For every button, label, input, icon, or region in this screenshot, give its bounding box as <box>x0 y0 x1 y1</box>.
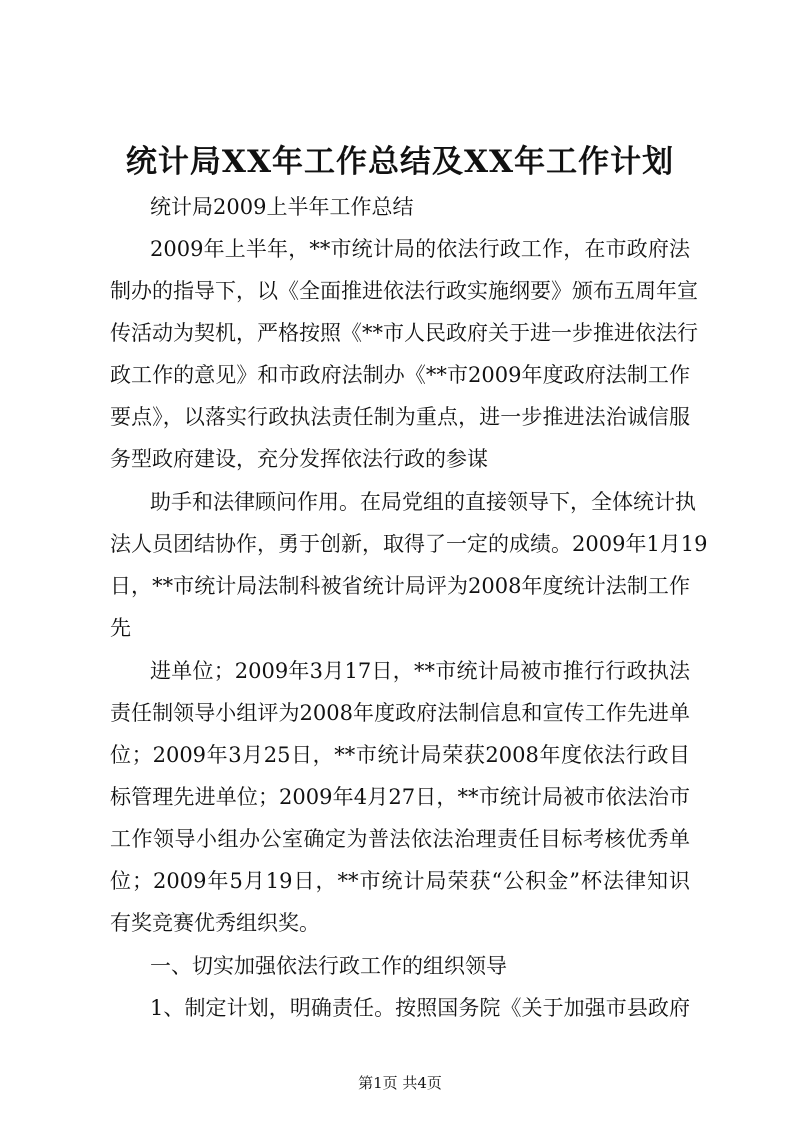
body-line: 位；2009年5月19日，**市统计局荣获“公积金”杯法律知识 <box>110 869 690 893</box>
body-line: 工作领导小组办公室确定为普法依法治理责任目标考核优秀单 <box>110 827 690 851</box>
body-line: 政工作的意见》和市政府法制办《**市2009年度政府法制工作 <box>110 363 690 387</box>
body-line: 位；2009年3月25日，**市统计局荣获2008年度依法行政目 <box>110 743 690 767</box>
body-line: 制办的指导下，以《全面推进依法行政实施纲要》颁布五周年宣 <box>110 279 698 303</box>
body-line: 标管理先进单位；2009年4月27日，**市统计局被市依法治市 <box>110 785 690 809</box>
body-line: 传活动为契机，严格按照《**市人民政府关于进一步推进依法行 <box>110 321 698 345</box>
section-heading: 一、切实加强依法行政工作的组织领导 <box>150 954 507 978</box>
body-line: 法人员团结协作，勇于创新，取得了一定的成绩。2009年1月19 <box>110 532 708 556</box>
body-line: 要点》，以落实行政执法责任制为重点，进一步推进法治诚信服 <box>110 405 690 429</box>
body-line: 有奖竞赛优秀组织奖。 <box>110 911 320 935</box>
body-line: 责任制领导小组评为2008年度政府法制信息和宣传工作先进单 <box>110 701 690 725</box>
subtitle-line: 统计局2009上半年工作总结 <box>150 195 414 219</box>
page-footer: 第1页 共4页 <box>358 1074 442 1092</box>
body-line: 2009年上半年，**市统计局的依法行政工作，在市政府法 <box>150 237 690 261</box>
body-line: 日，**市统计局法制科被省统计局评为2008年度统计法制工作 <box>110 574 690 598</box>
body-line: 1、制定计划，明确责任。按照国务院《关于加强市县政府 <box>150 996 690 1020</box>
body-line: 助手和法律顾问作用。在局党组的直接领导下，全体统计执 <box>150 490 696 514</box>
body-line: 进单位；2009年3月17日，**市统计局被市推行行政执法 <box>150 659 690 683</box>
document-title: 统计局XX年工作总结及XX年工作计划 <box>125 144 675 180</box>
body-line: 先 <box>110 616 131 640</box>
body-line: 务型政府建设，充分发挥依法行政的参谋 <box>110 447 488 471</box>
